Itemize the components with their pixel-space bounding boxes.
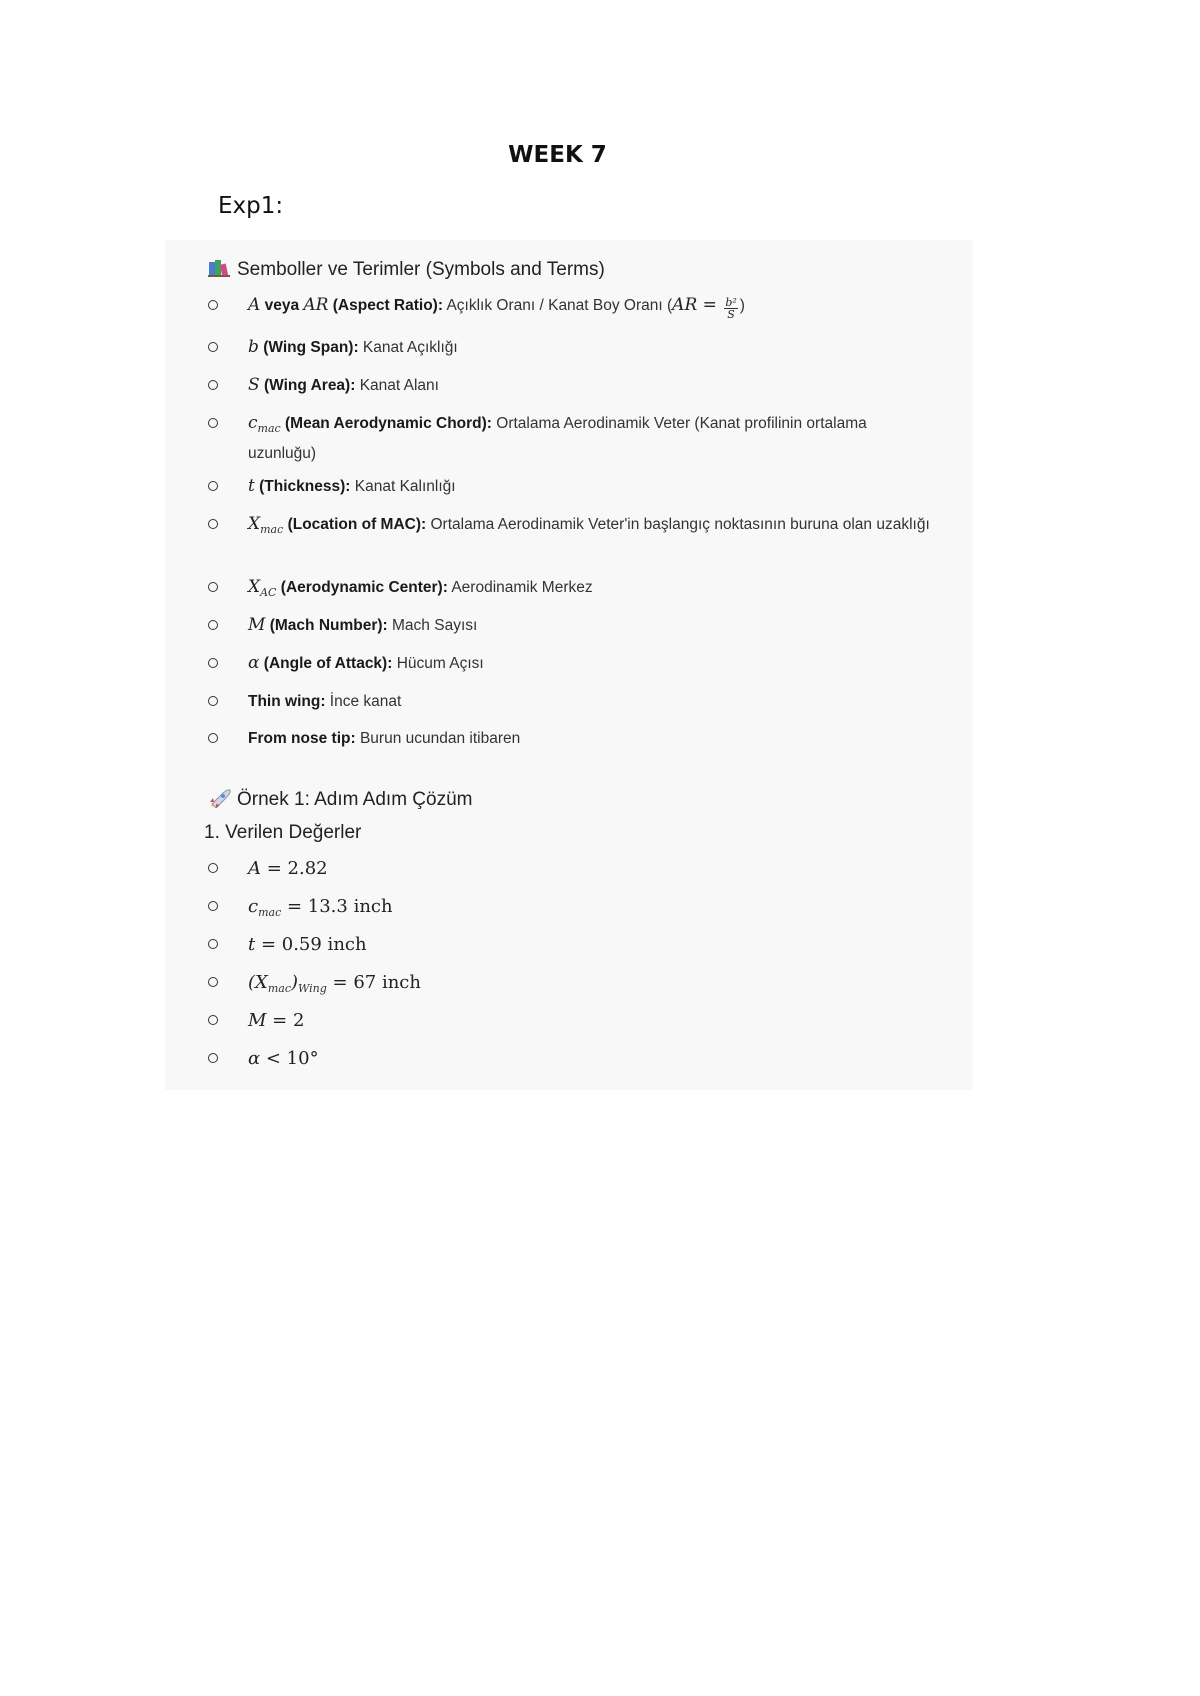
- symbol-item-mac: $c_{mac}$ (Mean Aerodynamic Chord): Ortalama Aerodinamik Veter (Kanat profilinin ortalama uzunluğu): [248, 411, 938, 466]
- symbols-heading-text: Semboller ve Terimler (Symbols and Terms): [237, 259, 605, 280]
- bullet-icon: [208, 1015, 218, 1025]
- bullet-icon: [208, 342, 218, 352]
- symbol-item-angle-of-attack: α (Angle of Attack): Hücum Açısı: [248, 651, 938, 676]
- symbol-item-wing-span: b (Wing Span): Kanat Açıklığı: [248, 335, 938, 360]
- rocket-icon: [208, 788, 232, 808]
- value-item-mach: M = 2: [248, 1008, 938, 1034]
- bullet-icon: [208, 481, 218, 491]
- bullet-icon: [208, 582, 218, 592]
- example-label: Exp1:: [218, 193, 284, 219]
- example-heading-text: Örnek 1: Adım Adım Çözüm: [237, 789, 473, 810]
- bullet-icon: [208, 901, 218, 911]
- symbol-item-from-nose-tip: From nose tip: Burun ucundan itibaren: [248, 726, 938, 751]
- books-icon: [208, 258, 232, 278]
- page-title: WEEK 7: [508, 142, 607, 168]
- symbol-item-wing-area: S (Wing Area): Kanat Alanı: [248, 373, 938, 398]
- symbol-item-mach: M (Mach Number): Mach Sayısı: [248, 613, 938, 638]
- symbol-item-thickness: t (Thickness): Kanat Kalınlığı: [248, 474, 938, 499]
- bullet-icon: [208, 696, 218, 706]
- bullet-icon: [208, 658, 218, 668]
- bullet-icon: [208, 733, 218, 743]
- value-item-alpha: α < 10°: [248, 1046, 938, 1072]
- bullet-icon: [208, 863, 218, 873]
- symbol-item-aspect-ratio: A veya AR (Aspect Ratio): Açıklık Oranı / Kanat Boy Oranı (AR = $\frac{\text{b²}}{S}$ ): [248, 293, 938, 320]
- bullet-icon: [208, 939, 218, 949]
- example-heading: [208, 788, 472, 811]
- symbol-item-aerodynamic-center: $X_{AC}$ (Aerodynamic Center): Aerodinamik Merkez: [248, 575, 938, 605]
- bullet-icon: [208, 418, 218, 428]
- symbols-heading: [208, 258, 605, 281]
- given-values-heading: 1. Verilen Değerler: [204, 822, 362, 843]
- bullet-icon: [208, 620, 218, 630]
- value-item-xmac-wing: $(X_{mac})_{Wing} = 67$ inch: [248, 970, 938, 1001]
- symbol-item-thin-wing: Thin wing: İnce kanat: [248, 689, 938, 714]
- value-item-thickness: t = 0.59 inch: [248, 932, 938, 958]
- bullet-icon: [208, 300, 218, 310]
- bullet-icon: [208, 1053, 218, 1063]
- fraction: $\frac{\text{b²}}{S}$: [725, 296, 737, 321]
- bullet-icon: [208, 977, 218, 987]
- bullet-icon: [208, 380, 218, 390]
- value-item-aspect-ratio: A = 2.82: [248, 856, 938, 882]
- value-item-mac: $c_{mac} = 13.3$ inch: [248, 894, 938, 925]
- bullet-icon: [208, 519, 218, 529]
- symbol-item-location-mac: $X_{mac}$ (Location of MAC): Ortalama Aerodinamik Veter'in başlangıç noktasının buruna olan uzaklığı: [248, 512, 938, 542]
